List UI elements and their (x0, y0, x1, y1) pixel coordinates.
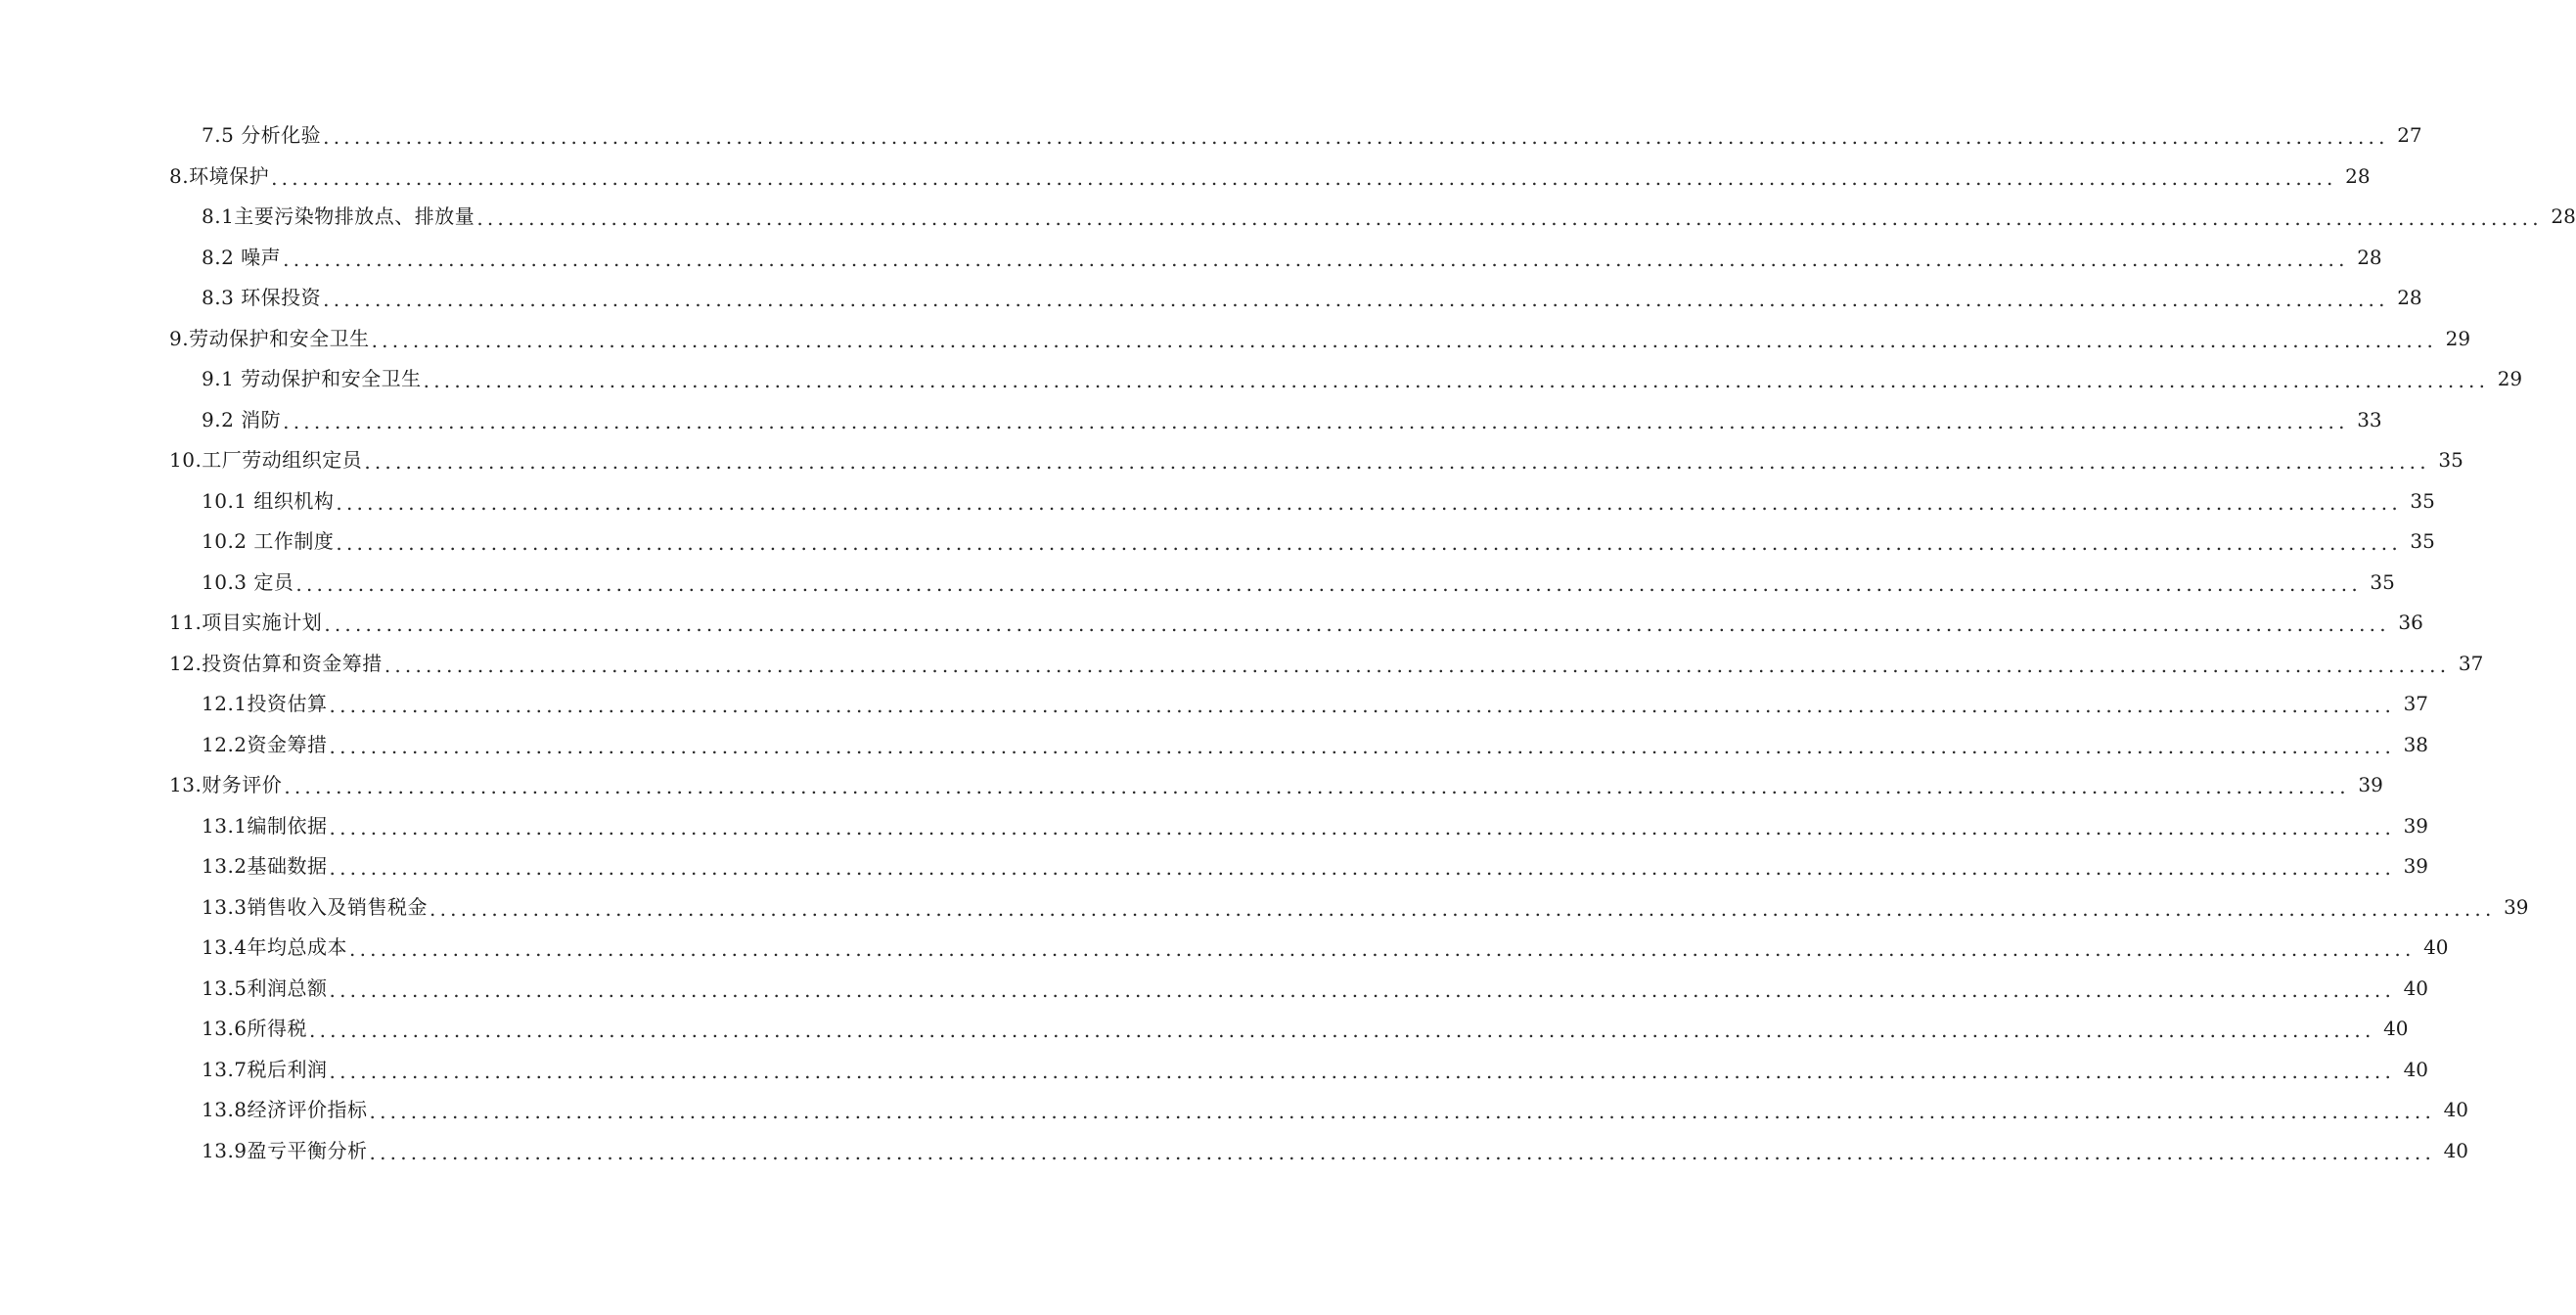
toc-entry-title: 13.3销售收入及销售税金 (202, 894, 429, 919)
toc-dot-leader: ........................................................................................................................................................................................................ (476, 206, 2543, 230)
toc-entry-page-number: 40 (2403, 975, 2429, 1000)
toc-entry[interactable] (0, 969, 2429, 1010)
toc-dot-leader: ........................................................................................................................................................................................................ (429, 896, 2496, 921)
toc-entry-page-number: 29 (2497, 367, 2523, 390)
toc-entry-title: 8.环境保护 (169, 163, 270, 188)
toc-entry-title: 10.1 组织机构 (202, 488, 335, 513)
toc-dot-leader: ........................................................................................................................................................................................................ (349, 937, 2416, 961)
toc-entry-title: 13.7税后利润 (202, 1057, 328, 1081)
toc-entry-title: 13.6所得税 (202, 1017, 308, 1040)
toc-entry[interactable] (0, 197, 2576, 238)
toc-entry[interactable] (0, 440, 2463, 481)
toc-entry-title: 13.1编制依据 (202, 813, 328, 838)
toc-dot-leader: ........................................................................................................................................................................................................ (423, 369, 2490, 392)
toc-entry[interactable] (0, 846, 2429, 887)
toc-entry[interactable] (0, 400, 2382, 441)
toc-entry[interactable] (0, 603, 2423, 644)
toc-entry-page-number: 33 (2357, 407, 2382, 431)
toc-entry-page-number: 39 (2358, 773, 2383, 796)
toc-dot-leader: ........................................................................................................................................................................................................ (329, 1059, 2396, 1083)
toc-entry-title: 13.5利润总额 (202, 975, 328, 1000)
toc-dot-leader: ........................................................................................................................................................................................................ (295, 571, 2362, 596)
toc-dot-leader: ........................................................................................................................................................................................................ (309, 1019, 2375, 1042)
toc-entry[interactable] (0, 1009, 2409, 1050)
toc-entry[interactable] (0, 725, 2429, 766)
toc-dot-leader: ........................................................................................................................................................................................................ (329, 694, 2396, 717)
toc-entry-title: 12.2资金筹措 (202, 732, 328, 756)
toc-entry-page-number: 28 (2551, 204, 2576, 228)
toc-dot-leader: ........................................................................................................................................................................................................ (336, 531, 2402, 555)
toc-entry-page-number: 35 (2438, 448, 2463, 472)
toc-entry-title: 8.3 环保投资 (202, 286, 322, 309)
toc-dot-leader: ........................................................................................................................................................................................................ (283, 409, 2349, 433)
toc-dot-leader: ........................................................................................................................................................................................................ (329, 734, 2396, 758)
toc-entry[interactable] (0, 563, 2395, 604)
toc-dot-leader: ........................................................................................................................................................................................................ (323, 125, 2389, 149)
toc-entry-title: 13.8经济评价指标 (202, 1098, 368, 1121)
toc-entry-page-number: 40 (2423, 935, 2449, 959)
toc-entry[interactable] (0, 684, 2429, 725)
toc-dot-leader: ........................................................................................................................................................................................................ (329, 856, 2396, 880)
toc-dot-leader: ........................................................................................................................................................................................................ (336, 490, 2402, 515)
toc-entry-page-number: 37 (2403, 692, 2429, 715)
toc-entry-page-number: 39 (2403, 854, 2429, 878)
toc-entry-title: 13.9盈亏平衡分析 (202, 1138, 368, 1162)
toc-entry-title: 10.工厂劳动组织定员 (169, 448, 363, 472)
table-of-contents (0, 115, 2576, 1171)
toc-dot-leader: ........................................................................................................................................................................................................ (329, 815, 2396, 839)
toc-dot-leader: ........................................................................................................................................................................................................ (364, 450, 2430, 474)
toc-entry-page-number: 39 (2403, 813, 2429, 838)
toc-entry[interactable] (0, 644, 2484, 685)
toc-entry[interactable] (0, 765, 2383, 806)
toc-entry-page-number: 28 (2357, 245, 2382, 269)
toc-entry[interactable] (0, 1090, 2469, 1131)
toc-entry[interactable] (0, 1050, 2429, 1091)
toc-entry-page-number: 27 (2397, 123, 2422, 147)
toc-entry[interactable] (0, 1131, 2469, 1172)
toc-entry-title: 11.项目实施计划 (169, 611, 323, 634)
toc-dot-leader: ........................................................................................................................................................................................................ (371, 328, 2438, 352)
toc-entry-page-number: 40 (2443, 1098, 2469, 1121)
toc-entry-title: 7.5 分析化验 (202, 123, 322, 147)
toc-entry-page-number: 35 (2410, 488, 2435, 513)
toc-entry-title: 9.1 劳动保护和安全卫生 (202, 367, 422, 390)
toc-entry[interactable] (0, 319, 2471, 360)
toc-entry-title: 8.2 噪声 (202, 245, 282, 269)
toc-entry-page-number: 40 (2403, 1057, 2429, 1081)
toc-entry-title: 12.投资估算和资金筹措 (169, 651, 383, 675)
toc-entry-page-number: 29 (2445, 326, 2471, 350)
toc-entry-page-number: 39 (2504, 894, 2529, 919)
toc-dot-leader: ........................................................................................................................................................................................................ (284, 775, 2350, 798)
toc-dot-leader: ........................................................................................................................................................................................................ (323, 288, 2389, 311)
toc-dot-leader: ........................................................................................................................................................................................................ (384, 653, 2451, 677)
toc-entry-page-number: 37 (2458, 651, 2484, 675)
toc-entry-page-number: 38 (2403, 732, 2429, 756)
toc-entry-title: 13.2基础数据 (202, 854, 328, 878)
toc-entry-page-number: 28 (2397, 286, 2422, 309)
toc-entry[interactable] (0, 115, 2422, 157)
toc-dot-leader: ........................................................................................................................................................................................................ (271, 165, 2337, 190)
toc-dot-leader: ........................................................................................................................................................................................................ (324, 612, 2390, 636)
toc-entry[interactable] (0, 481, 2435, 522)
toc-entry[interactable] (0, 238, 2382, 279)
toc-entry-title: 9.劳动保护和安全卫生 (169, 326, 370, 350)
toc-entry-title: 8.1主要污染物排放点、排放量 (202, 204, 475, 228)
toc-entry-page-number: 40 (2443, 1138, 2469, 1162)
toc-entry[interactable] (0, 157, 2371, 198)
toc-entry[interactable] (0, 928, 2449, 969)
toc-entry-title: 9.2 消防 (202, 407, 282, 431)
toc-entry-page-number: 35 (2370, 569, 2395, 594)
toc-entry-page-number: 28 (2345, 163, 2371, 188)
toc-entry-title: 13.4年均总成本 (202, 935, 348, 959)
toc-entry-page-number: 36 (2398, 611, 2423, 634)
toc-entry[interactable] (0, 806, 2429, 847)
toc-dot-leader: ........................................................................................................................................................................................................ (369, 1100, 2436, 1123)
toc-entry-page-number: 35 (2410, 529, 2435, 553)
toc-dot-leader: ........................................................................................................................................................................................................ (369, 1140, 2436, 1164)
toc-entry[interactable] (0, 359, 2523, 400)
toc-entry-title: 12.1投资估算 (202, 692, 328, 715)
toc-dot-leader: ........................................................................................................................................................................................................ (283, 247, 2349, 271)
toc-entry-title: 10.2 工作制度 (202, 529, 335, 553)
toc-entry[interactable] (0, 278, 2422, 319)
toc-entry-title: 13.财务评价 (169, 773, 283, 796)
toc-entry[interactable] (0, 521, 2435, 563)
toc-entry-page-number: 40 (2383, 1017, 2409, 1040)
toc-entry-title: 10.3 定员 (202, 569, 294, 594)
toc-entry[interactable] (0, 887, 2529, 929)
toc-dot-leader: ........................................................................................................................................................................................................ (329, 977, 2396, 1002)
